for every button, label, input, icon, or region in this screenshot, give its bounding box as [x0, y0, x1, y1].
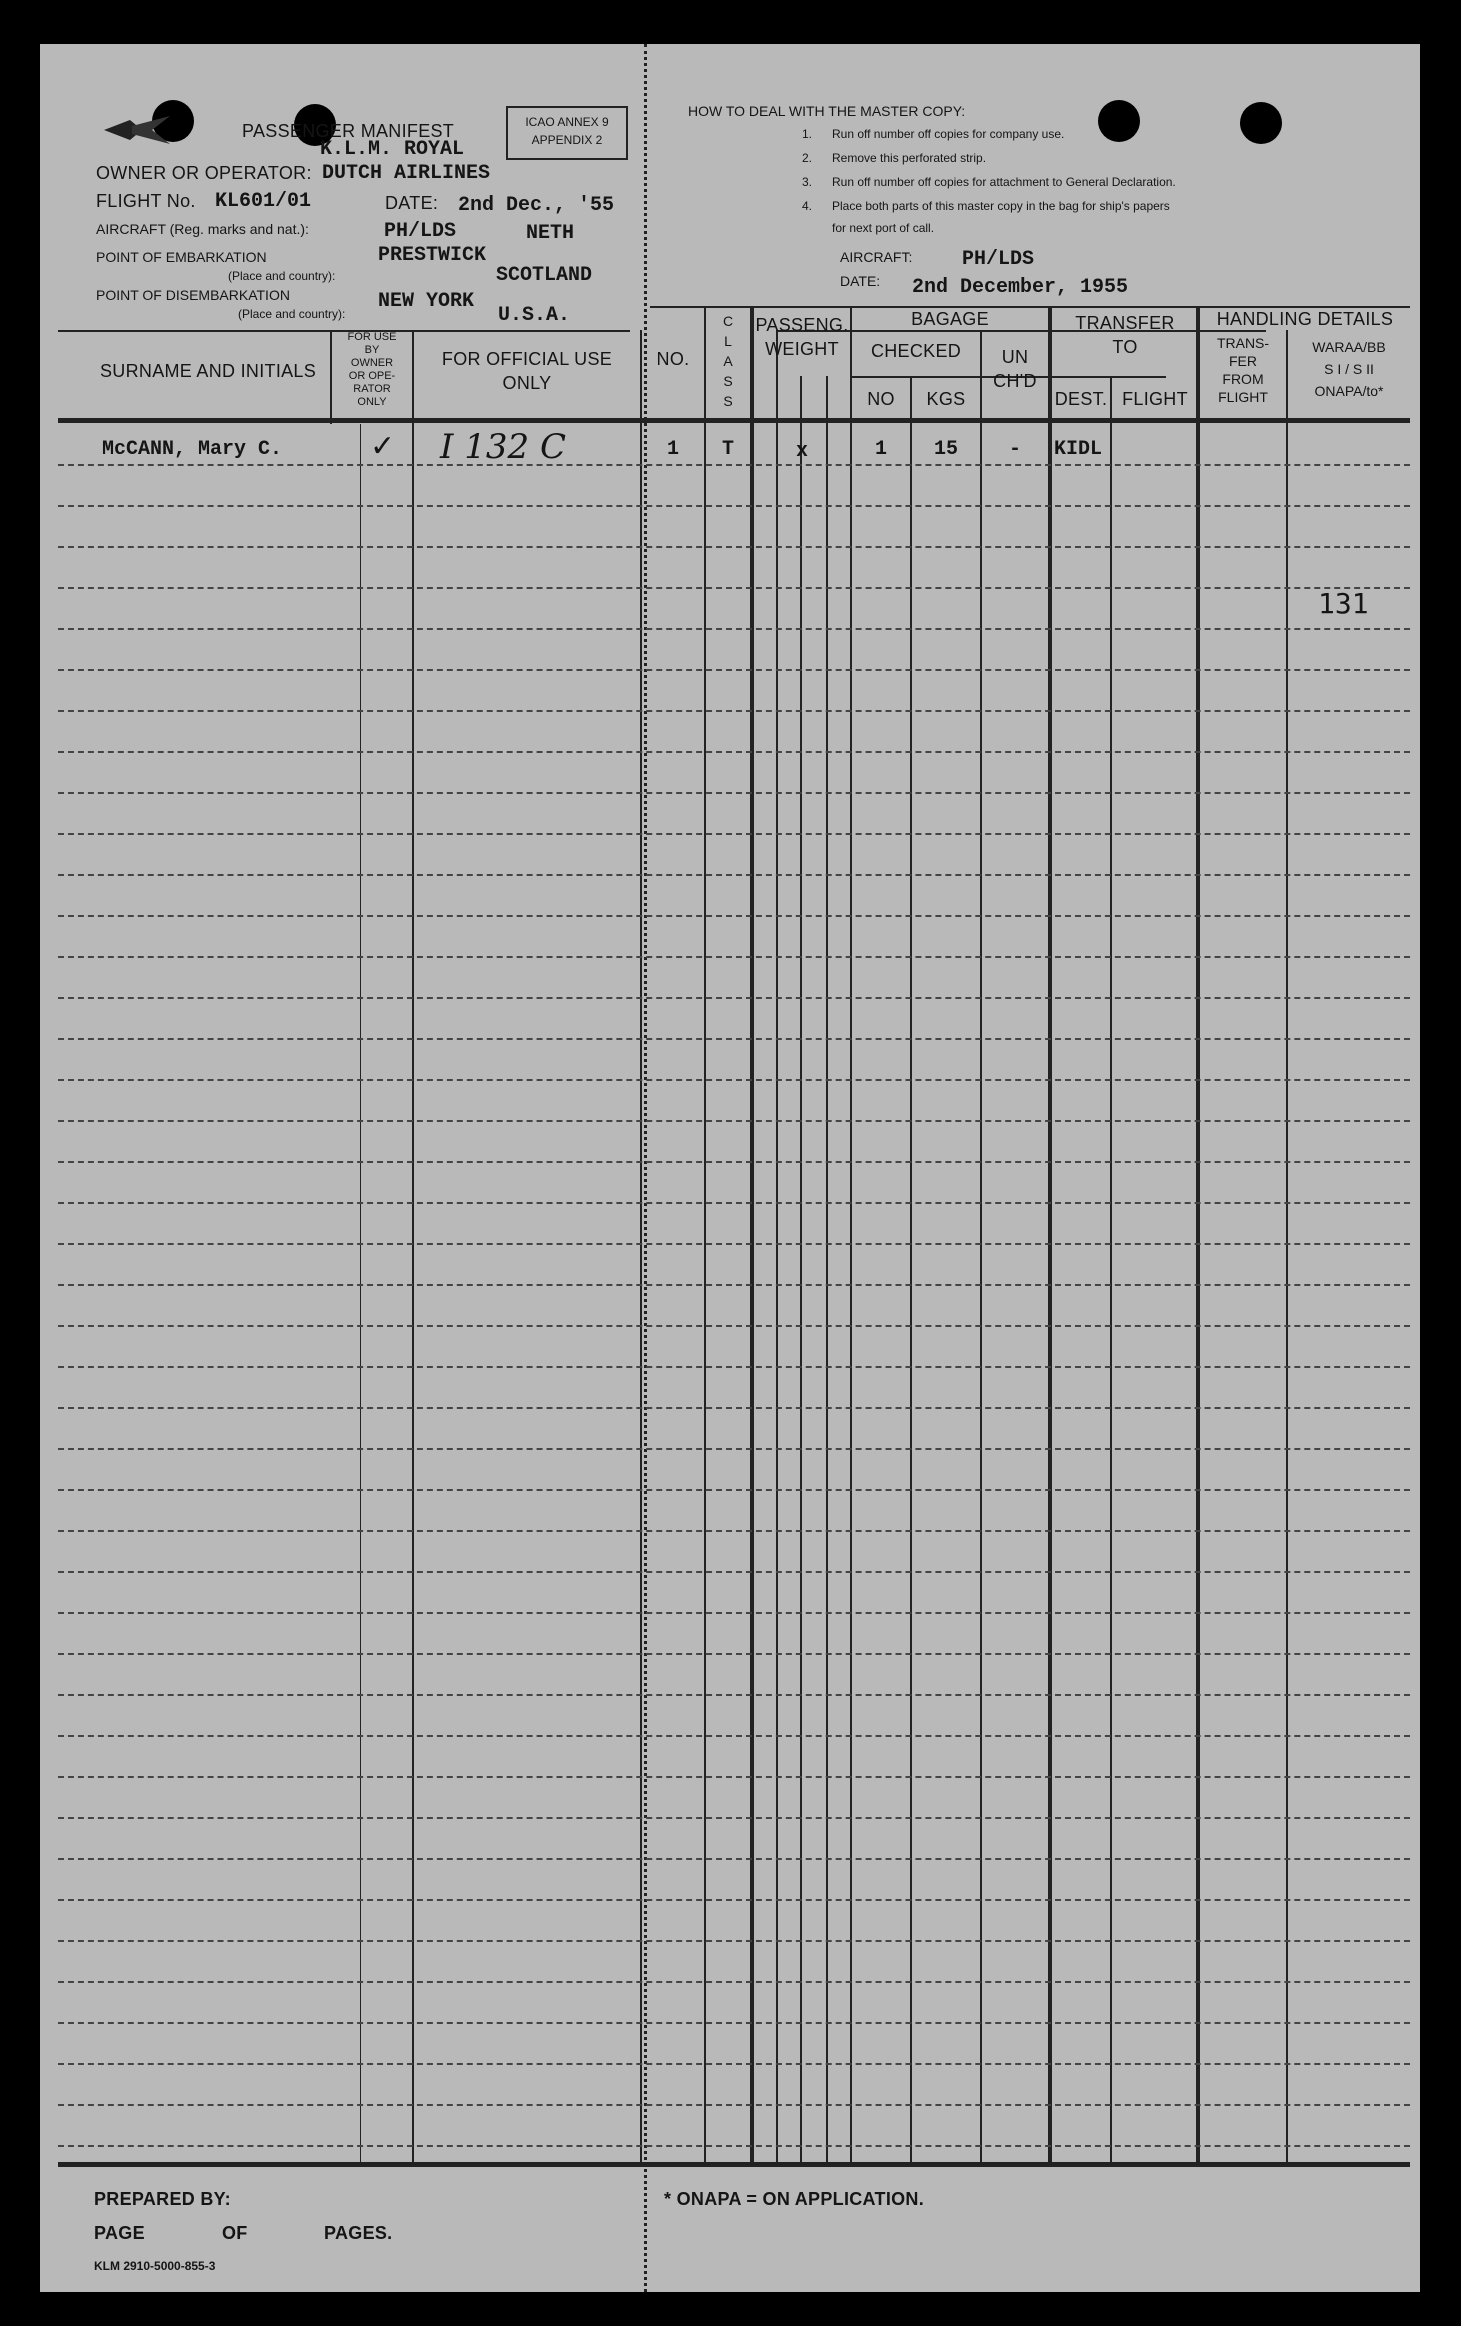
- instruction-text: Place both parts of this master copy in the bag for ship's papers: [832, 199, 1170, 213]
- aircraft-value: PH/LDS: [384, 220, 457, 243]
- col-dest: DEST.: [1054, 389, 1108, 409]
- icao-line-2: APPENDIX 2: [531, 133, 603, 147]
- ruling-line: [58, 1489, 1410, 1491]
- aircraft-nat: NETH: [526, 222, 575, 245]
- ruling-line: [58, 1940, 1410, 1942]
- instr-date-value: 2nd December, 1955: [912, 276, 1129, 299]
- ruling-line: [58, 1530, 1410, 1532]
- ruling-line: [58, 1612, 1410, 1614]
- ruling-line: [58, 1899, 1410, 1901]
- ruling-line: [58, 1079, 1410, 1081]
- col-checked: CHECKED: [870, 341, 962, 361]
- instruction-num: 3.: [802, 175, 813, 189]
- passenger-class: T: [721, 438, 734, 461]
- manifest-sheet: [40, 44, 1420, 2292]
- official-code: I 132 C: [440, 427, 566, 467]
- stamp-number: 131: [1318, 587, 1369, 620]
- prepared-by-label: PREPARED BY:: [94, 2189, 231, 2209]
- ruling-line: [58, 1858, 1410, 1860]
- owner-use-line: RATOR: [353, 383, 391, 395]
- class-letter: A: [723, 353, 733, 369]
- ruling-line: [58, 546, 1410, 548]
- owner-use-line: OWNER: [350, 357, 394, 369]
- ruling-line: [58, 1407, 1410, 1409]
- col-unchd-1: UN: [1001, 347, 1029, 367]
- ruling-line: [58, 1202, 1410, 1204]
- punch-hole: [1240, 102, 1282, 144]
- passenger-no: 1: [666, 438, 679, 461]
- embark-value: PRESTWICK: [378, 244, 487, 267]
- manifest-title: PASSENGER MANIFEST: [242, 121, 455, 141]
- owner-value-2: DUTCH AIRLINES: [322, 162, 491, 185]
- waraa-line: S I / S II: [1324, 361, 1374, 377]
- aircraft-label: AIRCRAFT (Reg. marks and nat.):: [96, 221, 309, 237]
- col-official-use-2: ONLY: [502, 373, 552, 393]
- col-bagage: BAGAGE: [911, 309, 989, 329]
- ruling-line: [58, 1243, 1410, 1245]
- ruling-line: [58, 710, 1410, 712]
- waraa-line: ONAPA/to*: [1314, 383, 1384, 399]
- disembark-value: NEW YORK: [378, 290, 475, 313]
- ruling-line: [58, 505, 1410, 507]
- col-surname: SURNAME AND INITIALS: [100, 361, 317, 381]
- owner-label: OWNER OR OPERATOR:: [96, 163, 312, 183]
- transfer-dest: KIDL: [1054, 438, 1103, 461]
- transfer-from-line: FROM: [1222, 371, 1264, 387]
- instruction-text: for next port of call.: [832, 221, 935, 235]
- ruling-line: [58, 2022, 1410, 2024]
- ruling-line: [58, 751, 1410, 753]
- ruling-line: [58, 628, 1410, 630]
- ruling-line: [58, 1284, 1410, 1286]
- flight-value: KL601/01: [215, 190, 312, 213]
- form-code: KLM 2910-5000-855-3: [94, 2259, 216, 2273]
- ruling-line: [58, 1653, 1410, 1655]
- ruling-line: [58, 2063, 1410, 2065]
- owner-use-line: BY: [364, 344, 380, 356]
- ruling-line: [58, 1038, 1410, 1040]
- col-transfer-1: TRANSFER: [1075, 313, 1175, 333]
- ruling-line: [58, 792, 1410, 794]
- owner-use-line: FOR USE: [347, 331, 397, 343]
- col-flight: FLIGHT: [1122, 389, 1188, 409]
- ruling-line: [58, 1325, 1410, 1327]
- ruling-line: [58, 1981, 1410, 1983]
- disembark-country: U.S.A.: [498, 304, 571, 327]
- bag-unchecked: -: [1008, 438, 1021, 461]
- col-no: NO.: [656, 349, 690, 369]
- ruling-line: [58, 1571, 1410, 1573]
- instruction-num: 2.: [802, 151, 813, 165]
- instr-aircraft-value: PH/LDS: [962, 248, 1035, 271]
- ruling-line: [58, 464, 1410, 466]
- owner-check-mark: ✓: [370, 430, 396, 463]
- airline-logo-icon: [102, 110, 172, 150]
- ruling-line: [58, 1366, 1410, 1368]
- owner-value-1: K.L.M. ROYAL: [320, 138, 465, 161]
- class-letter: S: [723, 373, 733, 389]
- transfer-from-line: FLIGHT: [1218, 389, 1268, 405]
- ruling-line: [58, 1776, 1410, 1778]
- ruling-line: [58, 833, 1410, 835]
- page-label: PAGE: [94, 2223, 145, 2243]
- col-weight-1: PASSENG.: [755, 315, 849, 335]
- col-official-use-1: FOR OFFICIAL USE: [441, 349, 613, 369]
- col-checked-no: NO: [867, 389, 895, 409]
- instr-aircraft-label: AIRCRAFT:: [840, 249, 913, 265]
- col-weight-2: WEIGHT: [765, 339, 839, 359]
- ruling-line: [58, 1120, 1410, 1122]
- ruling-line: [58, 587, 1410, 589]
- instruction-num: 1.: [802, 127, 813, 141]
- ruling-line: [58, 669, 1410, 671]
- ruling-line: [58, 1735, 1410, 1737]
- instructions-heading: HOW TO DEAL WITH THE MASTER COPY:: [688, 103, 966, 119]
- instruction-text: Run off number off copies for company use.: [832, 127, 1065, 141]
- embark-label: POINT OF EMBARKATION: [96, 249, 267, 265]
- col-handling: HANDLING DETAILS: [1216, 309, 1394, 329]
- col-checked-kgs: KGS: [926, 389, 966, 409]
- instruction-num: 4.: [802, 199, 813, 213]
- perforation-line: [644, 44, 647, 2292]
- class-letter: S: [723, 393, 733, 409]
- disembark-sub: (Place and country):: [238, 307, 346, 321]
- passenger-weight: x: [795, 440, 808, 463]
- ruling-line: [58, 997, 1410, 999]
- flight-label: FLIGHT No.: [96, 191, 196, 211]
- col-transfer-2: TO: [1112, 337, 1138, 357]
- ruling-line: [58, 1694, 1410, 1696]
- owner-use-line: OR OPE-: [348, 370, 396, 382]
- instr-date-label: DATE:: [840, 273, 881, 289]
- embark-country: SCOTLAND: [496, 264, 593, 287]
- transfer-from-line: TRANS-: [1216, 335, 1270, 351]
- onapa-note: * ONAPA = ON APPLICATION.: [664, 2189, 925, 2209]
- owner-use-line: ONLY: [357, 396, 387, 408]
- ruling-line: [58, 1817, 1410, 1819]
- icao-line-1: ICAO ANNEX 9: [525, 115, 609, 129]
- class-letter: C: [722, 313, 734, 329]
- passenger-surname: McCANN, Mary C.: [102, 438, 283, 461]
- ruling-line: [58, 2104, 1410, 2106]
- date-value: 2nd Dec., '55: [458, 194, 615, 217]
- waraa-line: WARAA/BB: [1312, 339, 1386, 355]
- transfer-from-line: FER: [1229, 353, 1257, 369]
- bag-kgs: 15: [933, 438, 958, 461]
- class-letter: L: [724, 333, 732, 349]
- ruling-line: [58, 1448, 1410, 1450]
- ruling-line: [58, 956, 1410, 958]
- ruling-line: [58, 874, 1410, 876]
- ruling-line: [58, 1161, 1410, 1163]
- bag-count: 1: [874, 438, 887, 461]
- disembark-label: POINT OF DISEMBARKATION: [96, 287, 290, 303]
- of-label: OF: [222, 2223, 248, 2243]
- instruction-text: Remove this perforated strip.: [832, 151, 987, 165]
- instruction-text: Run off number off copies for attachment to General Declaration.: [832, 175, 1176, 189]
- ruling-line: [58, 2145, 1410, 2147]
- date-label: DATE:: [385, 193, 439, 213]
- ruling-line: [58, 915, 1410, 917]
- punch-hole: [1098, 100, 1140, 142]
- col-unchd-2: CH'D: [993, 371, 1037, 391]
- pages-label: PAGES.: [324, 2223, 393, 2243]
- embark-sub: (Place and country):: [228, 269, 336, 283]
